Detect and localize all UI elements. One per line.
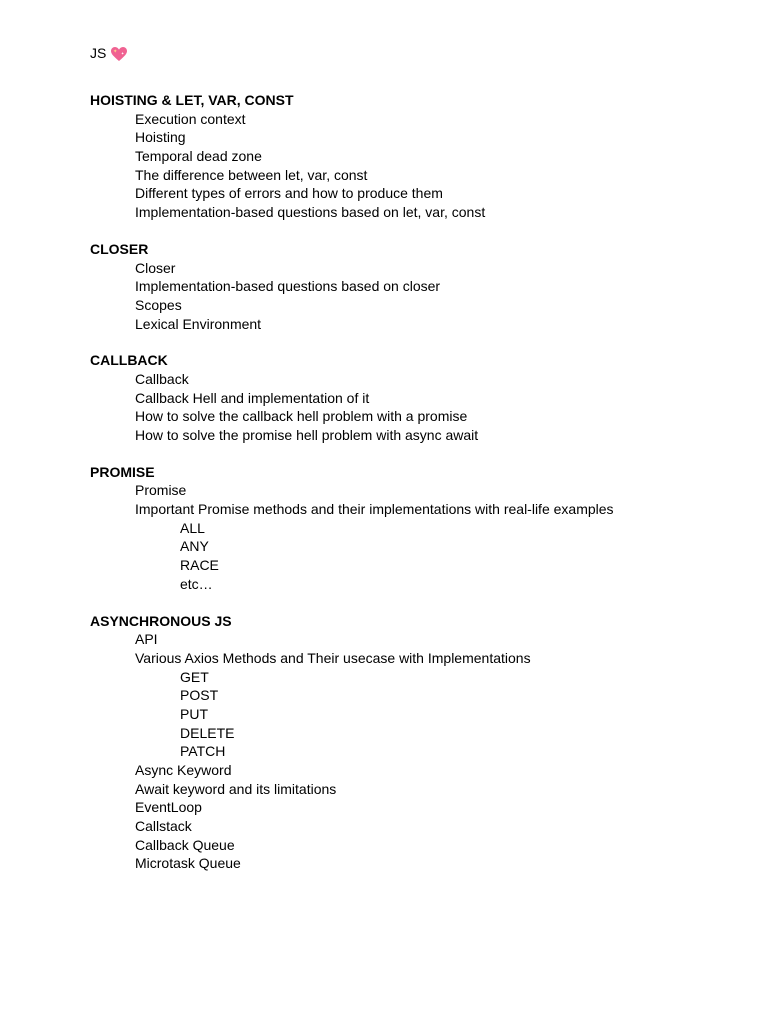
- sub-list-item: ALL: [180, 519, 205, 536]
- list-item: Temporal dead zone: [135, 148, 262, 165]
- document-body: [90, 44, 730, 891]
- sub-list-item: RACE: [180, 557, 219, 574]
- list-item: The difference between let, var, const: [135, 166, 368, 183]
- section-promise: [90, 463, 730, 594]
- sparkling-heart-icon: [110, 46, 128, 62]
- sub-list-item: PATCH: [180, 743, 226, 760]
- list-item: How to solve the callback hell problem with a promise: [135, 408, 468, 425]
- sub-list-item: PUT: [180, 705, 208, 722]
- list-item: Callback Hell and implementation of it: [135, 389, 370, 406]
- document-title-text: JS: [90, 45, 107, 61]
- section-asynchronous-js: [90, 612, 730, 874]
- section-closer: [90, 240, 730, 333]
- list-item: Hoisting: [135, 129, 186, 146]
- list-item: Microtask Queue: [135, 855, 241, 872]
- sub-list-item: etc…: [180, 575, 213, 592]
- list-item: Implementation-based questions based on closer: [135, 278, 441, 295]
- list-item: Callstack: [135, 818, 192, 835]
- section-callback: [90, 351, 730, 444]
- sub-list-item: POST: [180, 687, 219, 704]
- list-item: Async Keyword: [135, 762, 232, 778]
- section-heading: PROMISE: [90, 463, 155, 480]
- list-item: EventLoop: [135, 799, 202, 816]
- list-item: Implementation-based questions based on let, var, const: [135, 204, 486, 221]
- sub-list-item: ANY: [180, 538, 209, 555]
- list-item: API: [135, 631, 158, 648]
- list-item: Callback Queue: [135, 836, 235, 853]
- document-title: [90, 44, 730, 63]
- list-item: Scopes: [135, 296, 182, 313]
- list-item: Execution context: [135, 110, 246, 127]
- list-item: How to solve the promise hell problem with async await: [135, 427, 479, 443]
- list-item: Promise: [135, 482, 187, 499]
- list-item: Callback: [135, 370, 189, 387]
- section-heading: ASYNCHRONOUS JS: [90, 612, 232, 629]
- section-hoisting: [90, 91, 730, 222]
- list-item: Various Axios Methods and Their usecase with Implementations: [135, 649, 531, 666]
- section-heading: CLOSER: [90, 240, 149, 257]
- section-heading: HOISTING & LET, VAR, CONST: [90, 92, 294, 108]
- list-item: Closer: [135, 259, 176, 276]
- list-item: Lexical Environment: [135, 315, 262, 332]
- sub-list-item: GET: [180, 668, 209, 685]
- list-item: Important Promise methods and their implementations with real-life examples: [135, 501, 614, 518]
- section-heading: CALLBACK: [90, 352, 168, 369]
- list-item: Different types of errors and how to produce them: [135, 185, 443, 202]
- sub-list-item: DELETE: [180, 724, 235, 741]
- list-item: Await keyword and its limitations: [135, 780, 337, 797]
